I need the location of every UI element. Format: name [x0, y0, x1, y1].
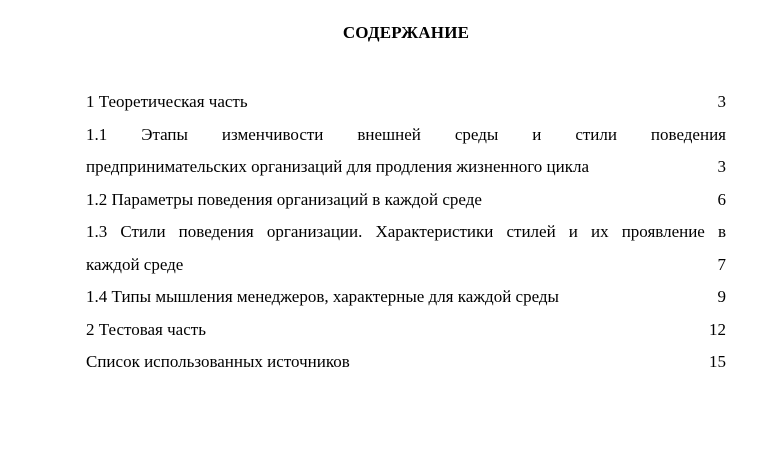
document-title: СОДЕРЖАНИЕ	[342, 23, 470, 42]
toc-entry-text: 1.2 Параметры поведения организаций в каждой среде	[86, 189, 482, 209]
toc-line	[86, 281, 726, 314]
toc-entry-1-1	[86, 119, 726, 184]
toc-page-number: 3	[717, 157, 726, 176]
toc-line	[86, 346, 726, 379]
toc-entry-text: 2 Тестовая часть	[86, 319, 206, 339]
toc-page-number: 3	[717, 92, 726, 111]
toc-entry-text: 1.4 Типы мышления менеджеров, характерные для каждой среды	[86, 287, 559, 306]
toc-page-number: 12	[709, 319, 726, 339]
toc-entry-text: 1.3 Стили поведения организации. Характеристики стилей и их проявление в	[86, 222, 726, 241]
toc-line	[86, 249, 726, 282]
toc-entry-1	[86, 86, 726, 119]
toc-entry-text: 1 Теоретическая часть	[86, 92, 248, 111]
toc-page-number: 9	[717, 287, 726, 306]
toc-line	[86, 314, 726, 347]
toc-page-number: 15	[709, 352, 726, 371]
toc-entry-references	[86, 346, 726, 379]
toc-line	[86, 86, 726, 119]
toc-page-number: 6	[717, 189, 726, 209]
toc-page-number: 7	[717, 254, 726, 274]
toc-entry-1-2	[86, 184, 726, 217]
toc-entry-text: каждой среде	[86, 254, 184, 274]
toc-line	[86, 184, 726, 217]
toc-entry-text: Список использованных источников	[86, 352, 350, 371]
toc-entry-text: предпринимательских организаций для продления жизненного цикла	[86, 157, 590, 176]
table-of-contents	[86, 86, 726, 379]
toc-entry-1-3	[86, 216, 726, 281]
toc-entry-text: 1.1 Этапы изменчивости внешней среды и стили поведения	[86, 124, 726, 144]
toc-line	[86, 151, 726, 184]
toc-entry-2	[86, 314, 726, 347]
toc-entry-1-4	[86, 281, 726, 314]
